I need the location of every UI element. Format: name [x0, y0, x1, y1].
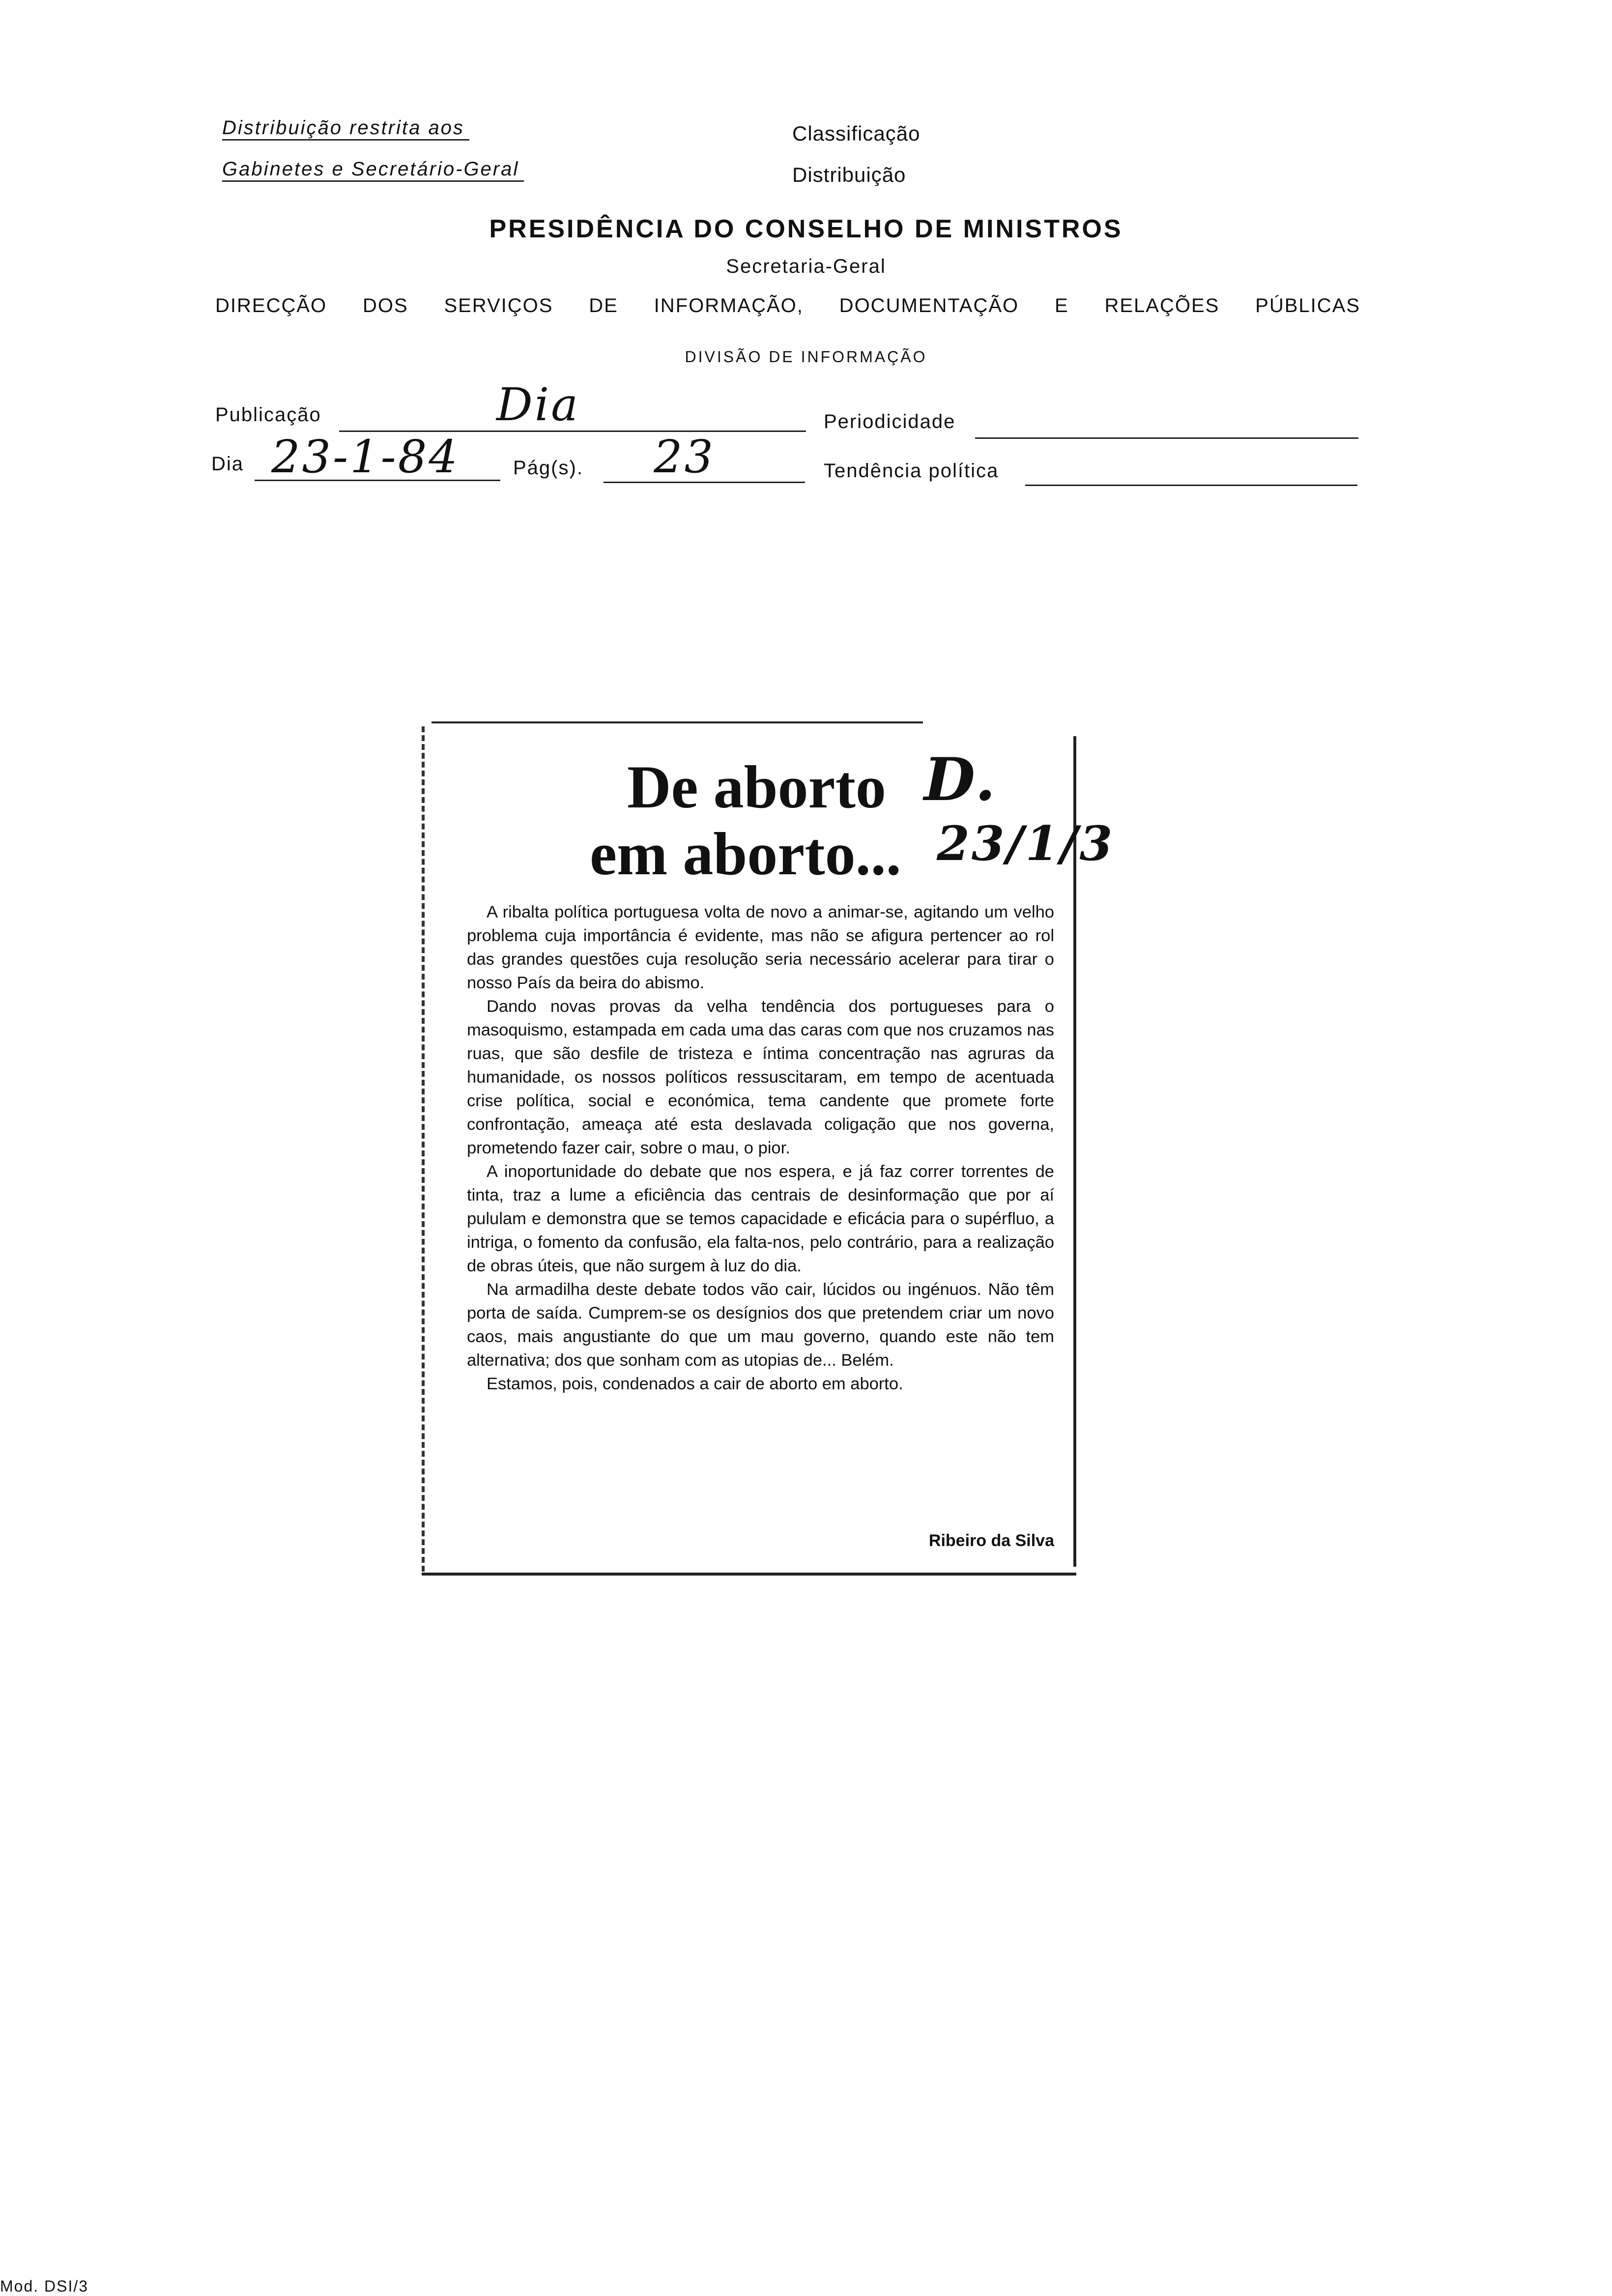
distribuicao-label: Distribuição [792, 163, 906, 186]
clipping-article-body [467, 900, 1054, 1396]
article-paragraph: Estamos, pois, condenados a cair de aborto em aborto. [487, 1375, 903, 1393]
article-paragraph: Dando novas provas da velha tendência dos portugueses para o masoquismo, estampada em cada uma das caras com que nos cruzamos nas ruas, que são desfile de tristeza e íntima concentração nas agruras da humanidade, os nossos políticos ressuscitaram, em tempo de acentuada crise política, social e económica, tema candente que promete forte confrontação, ameaça até esta deslavada coligação que nos governa, prometendo fazer cair, sobre o mau, o pior. [467, 997, 1054, 1157]
clipping-top-edge [432, 721, 923, 723]
pags-handwritten-value: 23 [654, 430, 716, 483]
pags-label: Pág(s). [513, 457, 583, 479]
handwritten-annotation-date: 23/1/3 [937, 816, 1115, 871]
periodicidade-label: Periodicidade [824, 411, 956, 432]
clipping-headline-line2: em aborto... [590, 820, 901, 888]
direccao-heading: DIRECÇÃO DOS SERVIÇOS DE INFORMAÇÃO, DOCUMENTAÇÃO E RELAÇÕES PÚBLICAS [215, 295, 1360, 316]
restriction-notice-line1: Distribuição restrita aos [222, 117, 469, 141]
article-paragraph: Na armadilha deste debate todos vão cair, lúcidos ou ingénuos. Não têm porta de saída. Cumprem-se os desígnios dos que pretendem criar um novo caos, mais angustiante do que um mau governo, quando este não tem alternativa; dos que sonham com as utopias de... Belém. [467, 1280, 1054, 1370]
handwritten-annotation-source: D. [924, 745, 998, 814]
clipping-headline-line1: De aborto [627, 753, 886, 821]
article-paragraph: A inoportunidade do debate que nos espera, e já faz correr torrentes de tinta, traz a lume a eficiência das centrais de desinformação que por aí pululam e demonstra que se temos capacidade e eficácia para o supérfluo, a intriga, o fomento da confusão, ela falta-nos, pelo contrário, para a realização de obras úteis, que não surgem à luz do dia. [467, 1162, 1054, 1275]
article-author: Ribeiro da Silva [928, 1531, 1054, 1550]
article-paragraph: A ribalta política portuguesa volta de novo a animar-se, agitando um velho problema cuja importância é evidente, mas não se afigura pertencer ao rol das grandes questões cuja resolução seria necessário acelerar para tirar o nosso País da beira do abismo. [467, 903, 1054, 992]
form-code: Mod. DSI/3 [0, 2277, 89, 2295]
agency-title: PRESIDÊNCIA DO CONSELHO DE MINISTROS [489, 215, 1123, 243]
classificacao-label: Classificação [792, 122, 921, 145]
tendencia-underline [1025, 485, 1357, 486]
clipping-left-edge [422, 726, 425, 1572]
clipping-bottom-edge [422, 1573, 1076, 1576]
secretaria-subtitle: Secretaria-Geral [726, 256, 886, 277]
publicacao-handwritten-value: Dia [496, 378, 580, 431]
periodicidade-underline [975, 437, 1358, 439]
publicacao-label: Publicação [215, 404, 321, 426]
divisao-heading: DIVISÃO DE INFORMAÇÃO [685, 348, 927, 366]
dia-label: Dia [211, 453, 244, 475]
restriction-notice-line2: Gabinetes e Secretário-Geral [222, 158, 524, 182]
tendencia-label: Tendência política [824, 460, 999, 482]
dia-handwritten-value: 23-1-84 [271, 430, 460, 483]
